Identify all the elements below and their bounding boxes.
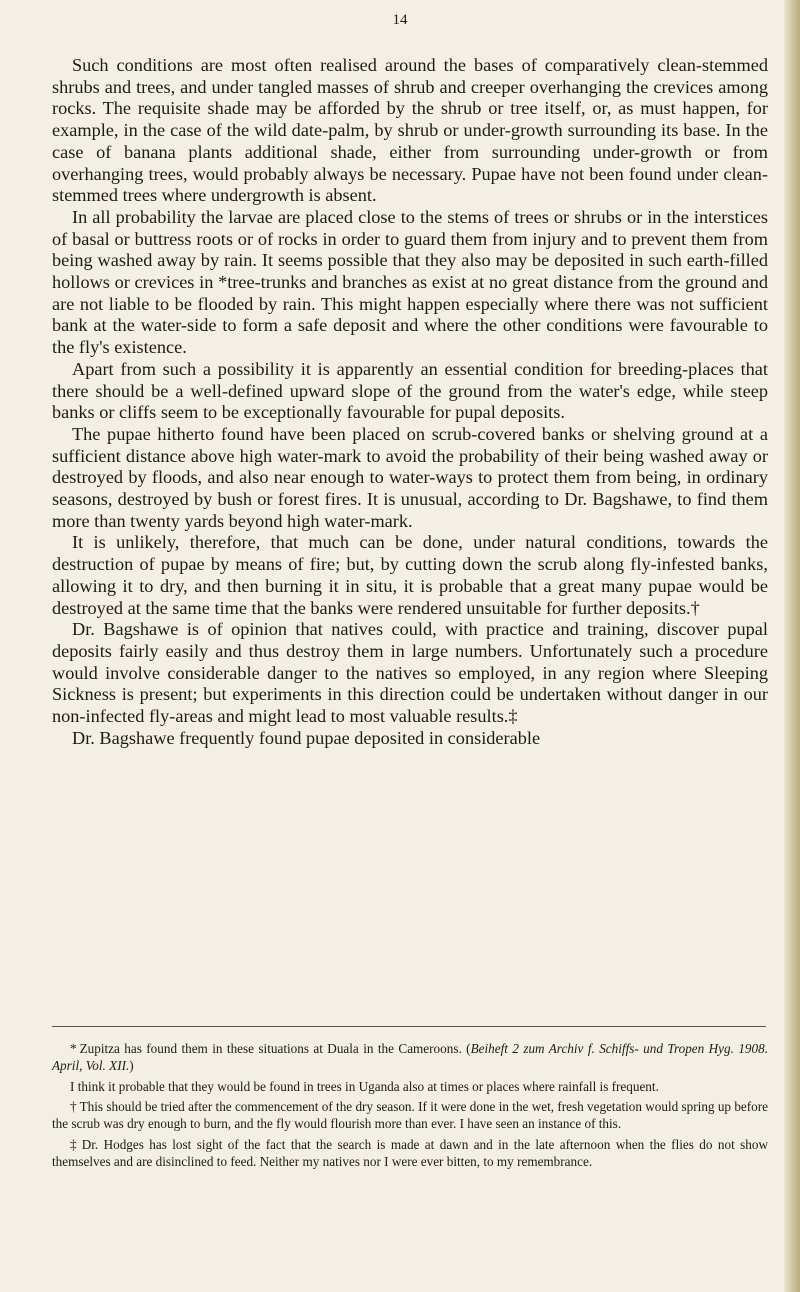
footnote-1-continued: I think it probable that they would be found in trees in Uganda also at times or places where rainfall is frequent. [70, 1078, 659, 1094]
footnote-text: Dr. Hodges has lost sight of the fact that the search is made at dawn and in the late afternoon when the flies do not show themselves and are disinclined to feed. Neither my natives nor I were ever bitten, to my remembrance. [52, 1136, 768, 1169]
footnote-mark: * [70, 1041, 77, 1056]
paragraph-3: Apart from such a possibility it is apparently an essential condition for breeding-places that there should be a well-defined upward slope of the ground from the water's edge, while steep banks or cliffs seem to be exceptionally favourable for pupal deposits. [52, 358, 768, 423]
footnotes [52, 1041, 768, 1175]
page-edge-shadow [784, 0, 800, 1292]
footnote-3 [52, 1137, 768, 1171]
page-number: 14 [392, 12, 408, 28]
footnote-text: This should be tried after the commencement of the dry season. If it were done in the wet, fresh vegetation would spring up before the scrub was dry enough to burn, and the fly would flourish more than ever. I have seen an instance of this. [52, 1099, 768, 1132]
paragraph-2: In all probability the larvae are placed close to the stems of trees or shrubs or in the interstices of basal or buttress roots or of rocks in order to guard them from injury and to prevent them from being washed away by rain. It seems possible that they also may be deposited in such earth-filled hollows or crevices in *tree-trunks and branches as exist at no great distance from the ground and are not liable to be flooded by rain. This might happen especially where there was not sufficient bank at the water-side to form a safe deposit and where the other conditions were favourable to the fly's existence. [52, 206, 768, 358]
footnote-mark: † [70, 1099, 77, 1115]
body-text [52, 55, 768, 750]
paragraph-6: Dr. Bagshawe is of opinion that natives could, with practice and training, discover pupal deposits fairly easily and thus destroy them in large numbers. Unfortunately such a procedure would involve considerable danger to the natives so employed, in any region where Sleeping Sickness is present; but experiments in this direction could be undertaken without danger in our non-infected fly-areas and might lead to most valuable results.‡ [52, 619, 768, 727]
footnote-mark: ‡ [70, 1136, 79, 1152]
footnote-divider [52, 1026, 766, 1027]
paragraph-7: Dr. Bagshawe frequently found pupae deposited in considerable [72, 727, 541, 748]
paragraph-1: Such conditions are most often realised around the bases of comparatively clean-stemmed shrubs and trees, and under tangled masses of shrub and creeper overhanging the crevices among rocks. The requisite shade may be afforded by the shrub or tree itself, or, as must happen, for example, in the case of the wild date-palm, by shrub or under-growth surrounding its base. In the case of banana plants additional shade, either from surrounding under-growth or from overhanging trees, would probably always be necessary. Pupae have not been found under clean-stemmed trees where undergrowth is absent. [52, 55, 768, 206]
paragraph-5: It is unlikely, therefore, that much can be done, under natural conditions, towards the destruction of pupae by means of fire; but, by cutting down the scrub along fly-infested banks, allowing it to dry, and then burning it in situ, it is probable that a great many pupae would be destroyed at the same time that the banks were rendered unsuitable for further deposits.† [52, 532, 768, 618]
paragraph-4: The pupae hitherto found have been placed on scrub-covered banks or shelving ground at a sufficient distance above high water-mark to avoid the probability of their being washed away or destroyed by floods, and also near enough to water-ways to protect them from being, in ordinary seasons, destroyed by bush or forest fires. It is unusual, according to Dr. Bagshawe, to find them more than twenty yards beyond high water-mark. [52, 423, 768, 531]
footnote-2 [52, 1099, 768, 1133]
footnote-text: ) [129, 1057, 134, 1073]
footnote-text: Zupitza has found them in these situations at Duala in the Cameroons. ( [79, 1041, 471, 1056]
footnote-1 [52, 1041, 768, 1075]
footnote-citation: Beiheft 2 zum Archiv f. Schiffs- und Tropen Hyg. 1908. April, Vol. XII. [52, 1041, 768, 1073]
